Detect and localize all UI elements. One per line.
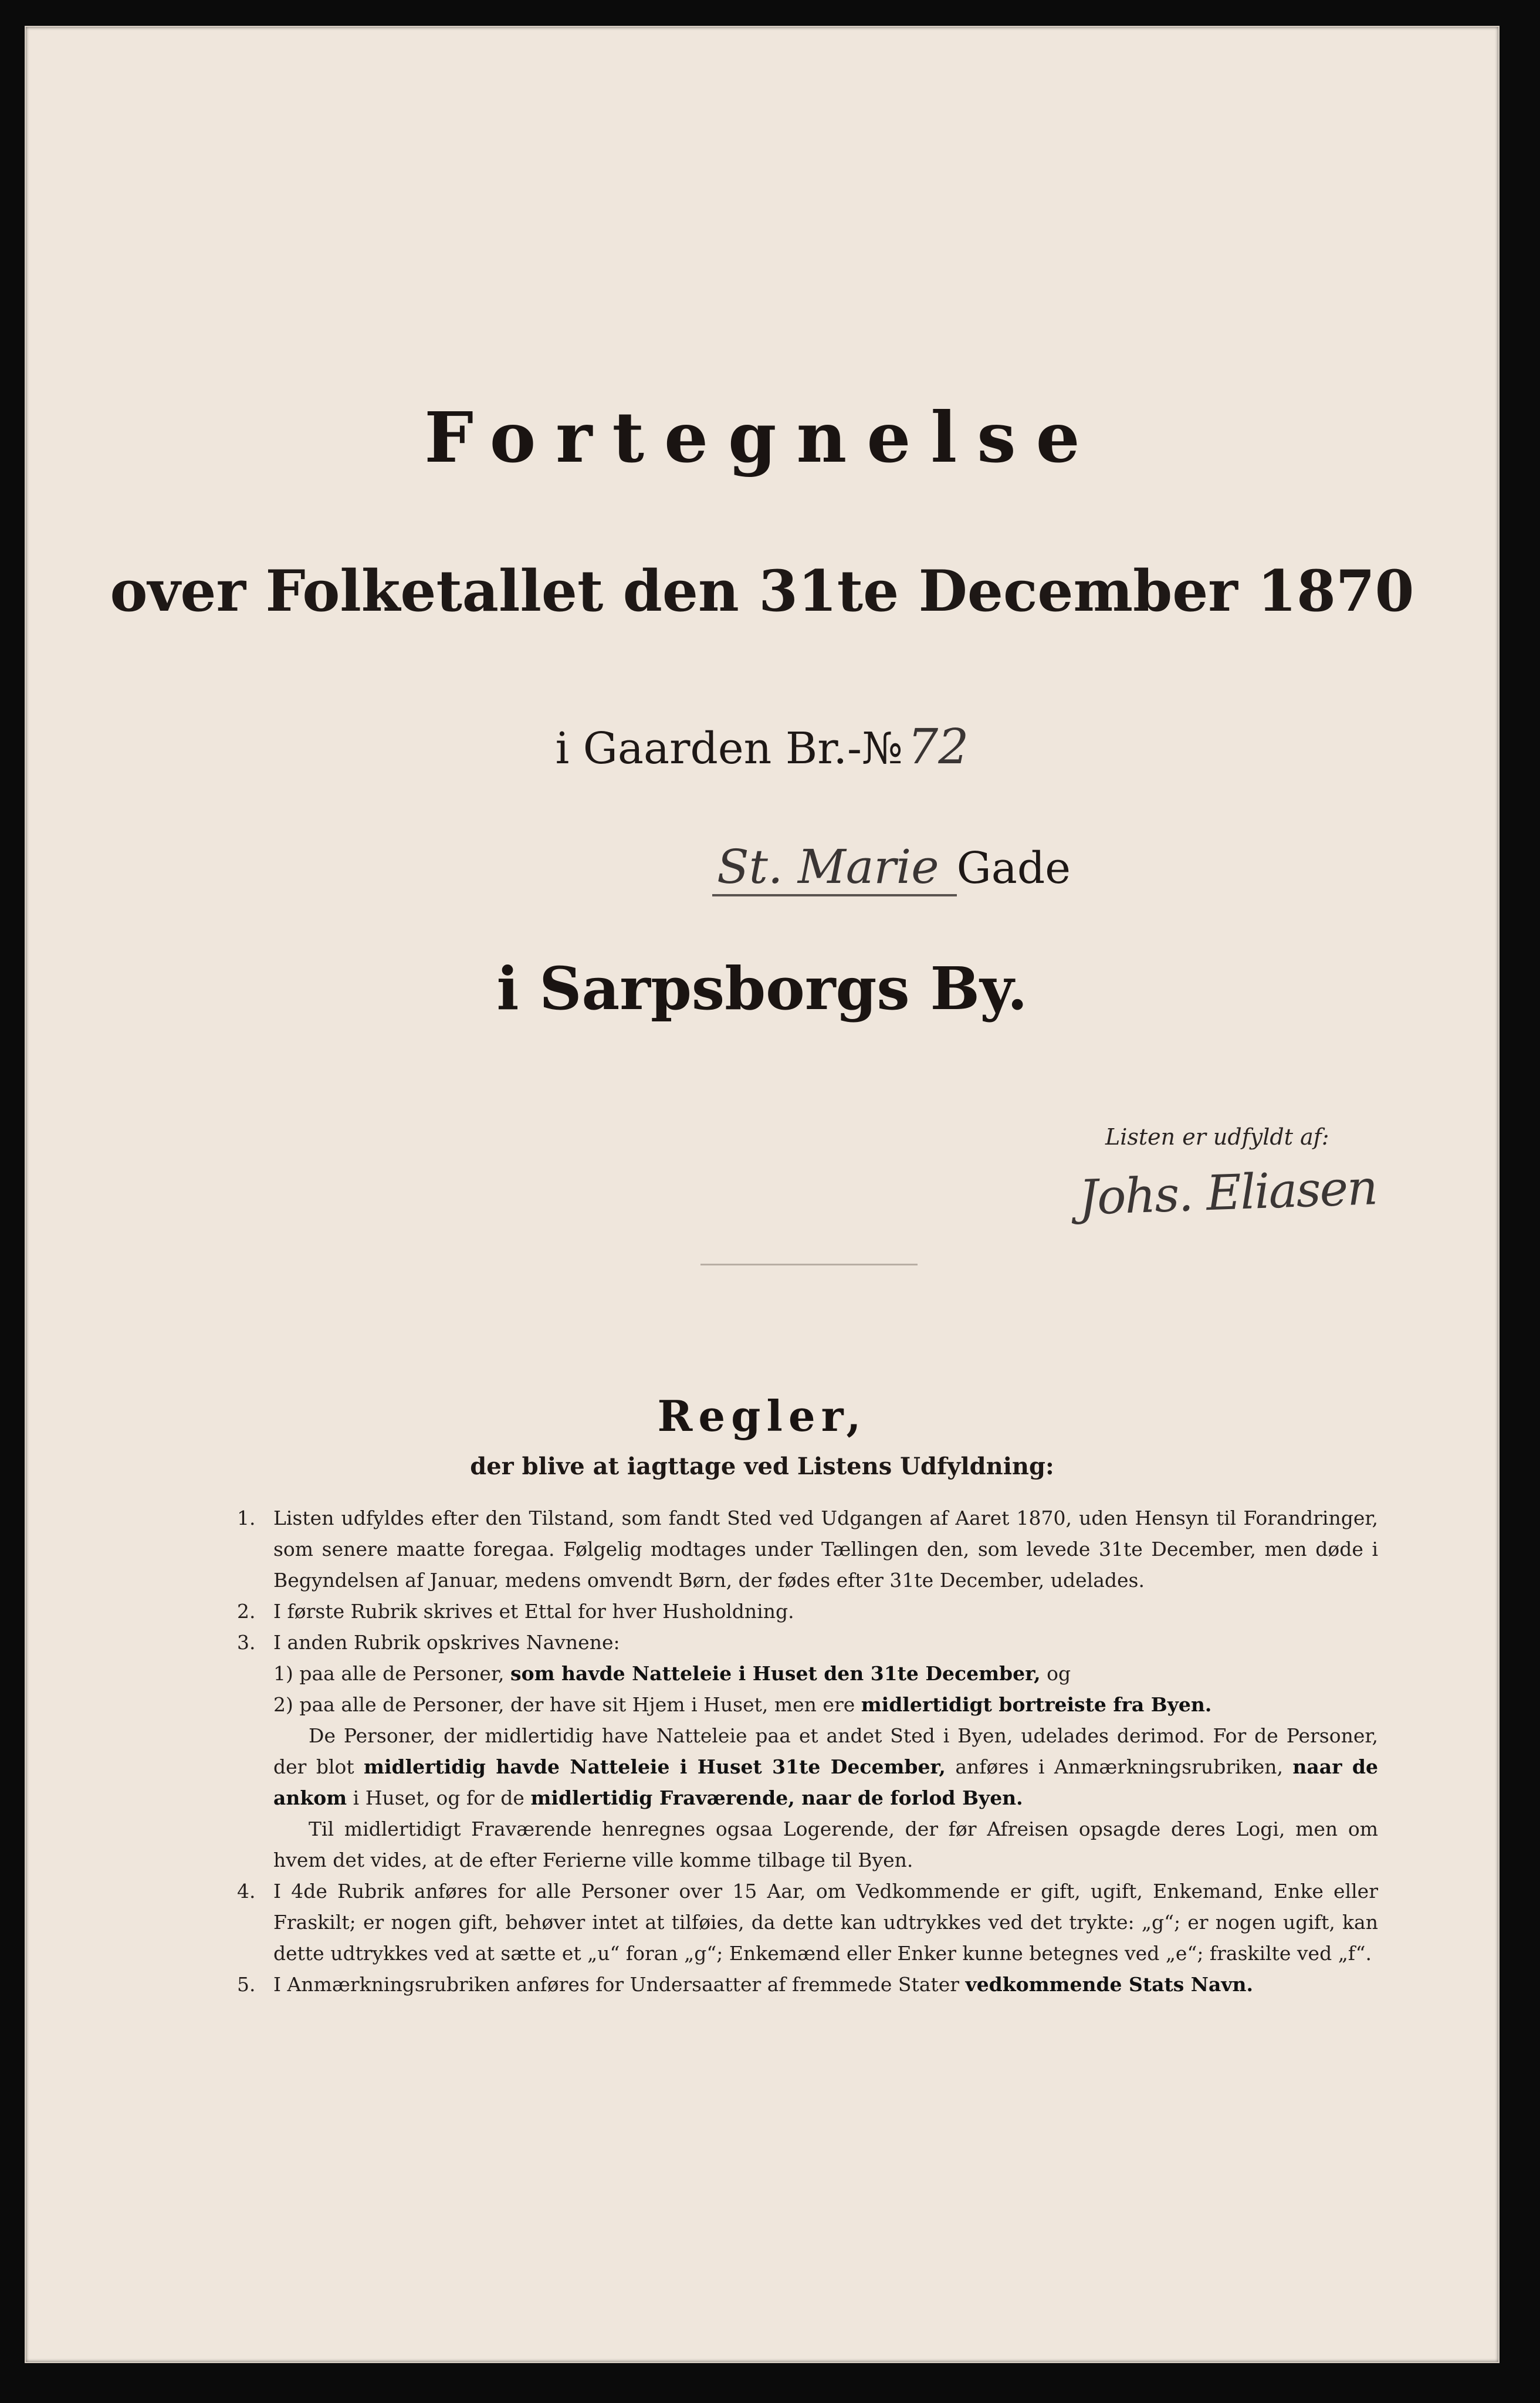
rule-text: I 4de Rubrik anføres for alle Personer over 15 Aar, om Vedkommende er gift, ugift, Enkemand, Enke eller Fraskilt; er nogen gift, behøver intet at tilføies, da dette kan udtrykkes ved det trykte: „g“; er nogen ugift, kan dette udtrykkes ved at sætte et „u“ foran „g“; Enkemænd eller Enker kunne betegnes ved „e“; fraskilte ved „f“. [273, 1880, 1378, 1965]
rule-3-paragraph-1 [238, 1720, 1378, 1813]
rule-number: 5. [237, 1973, 256, 1996]
rule-item-3 [237, 1627, 1378, 1876]
rule-text: 2) paa alle de Personer, der have sit Hjem i Huset, men ere [273, 1693, 855, 1716]
rule-number: 1. [237, 1507, 256, 1529]
rule-text: I Anmærkningsrubriken anføres for Undersaatter af fremmede Stater [273, 1973, 960, 1996]
rule-text: i Huset, og for de [353, 1786, 524, 1809]
rule-text: anføres i Anmærkningsrubriken, [955, 1755, 1283, 1778]
rule-text-bold: vedkommende Stats Navn. [965, 1973, 1253, 1996]
signature-handwritten: Johs. Eliasen [1078, 1160, 1378, 1226]
rule-item-5 [237, 1969, 1378, 2000]
rule-text: Listen udfyldes efter den Tilstand, som fandt Sted ved Udgangen af Aaret 1870, uden Hensyn til Forandringer, som senere maatte foregaa. Følgelig modtages under Tællingen den, som levede 31te December, men døde i Begyndelsen af Januar, medens omvendt Børn, der fødes efter 31te December, udelades. [273, 1507, 1378, 1592]
rule-text: og [1047, 1662, 1071, 1685]
rule-text-bold: midlertidigt bortreiste fra Byen. [861, 1693, 1212, 1716]
rule-text: 1) paa alle de Personer, [273, 1662, 505, 1685]
rule-3-sub-1 [273, 1658, 1378, 1689]
street-suffix: Gade [956, 843, 1071, 893]
rule-3-paragraph-2: Til midlertidigt Fraværende henregnes ogsaa Logerende, der før Afreisen opsagde deres Logi, men om hvem det vides, at de efter Ferierne ville komme tilbage til Byen. [273, 1818, 1378, 1871]
divider-line [700, 1264, 918, 1265]
rule-text-bold: midlertidig Fraværende, naar de forlod Byen. [530, 1786, 1023, 1809]
street-name-handwritten: St. Marie [712, 840, 957, 896]
rule-text: I anden Rubrik opskrives Navnene: [273, 1631, 620, 1654]
town-name: i Sarpsborgs By. [496, 954, 1028, 1023]
rule-text-bold: som havde Natteleie i Huset den 31te December, [510, 1662, 1041, 1685]
rule-text: I første Rubrik skrives et Ettal for hver Husholdning. [273, 1600, 794, 1623]
rules-subheading: der blive at iagttage ved Listens Udfyldning: [470, 1453, 1054, 1480]
gaarden-label: i Gaarden Br.-№ [555, 723, 903, 774]
rule-number: 4. [237, 1880, 256, 1903]
rule-text-bold: midlertidig havde Natteleie i Huset 31te December, [364, 1755, 946, 1778]
census-form-sheet [25, 26, 1500, 2363]
rules-heading: Regler, [657, 1391, 867, 1441]
rule-text: De Personer, der midlertidig have Natteleie paa et andet Sted i Byen, udelades derimod. For de Personer, der blot [273, 1724, 1378, 1778]
rule-item-4 [237, 1876, 1378, 1969]
rule-text-bold: naar de ankom [273, 1755, 1378, 1809]
rule-3-sub-2 [273, 1689, 1378, 1720]
street-line [712, 840, 1071, 894]
gaarden-line [26, 719, 1498, 775]
rule-item-1 [237, 1502, 1378, 1596]
rule-number: 2. [237, 1600, 256, 1623]
form-subtitle: over Folketallet den 31te December 1870 [110, 558, 1414, 624]
rule-item-2 [237, 1596, 1378, 1627]
filled-by-label: Listen er udfyldt af: [1105, 1124, 1329, 1150]
rules-list [237, 1502, 1378, 2000]
gaarden-number-handwritten: 72 [908, 719, 969, 775]
form-title: Fortegnelse [424, 397, 1100, 478]
rule-number: 3. [237, 1631, 256, 1654]
